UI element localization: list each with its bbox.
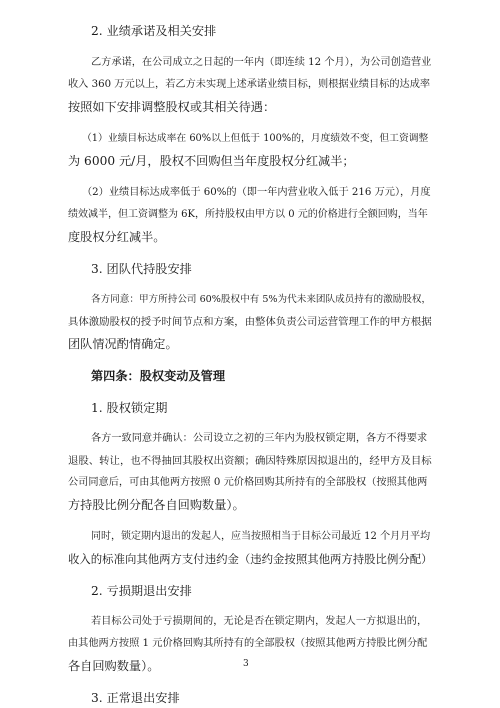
page-number: 3 [243, 659, 249, 669]
body-text-line: 绩效减半，但工资调整为 6K，所持股权由甲方以 0 元的价格进行全额回购，当年 [68, 209, 428, 220]
body-text-line: 按照如下安排调整股权或其相关待遇： [68, 100, 276, 114]
section-heading-performance: 2. 业绩承诺及相关安排 [91, 24, 217, 38]
body-text-line: （2）业绩目标达成率低于 60%的（即一年内营业收入低于 216 万元），月度 [82, 187, 431, 198]
body-text-line: （1）业绩目标达成率在 60%以上但低于 100%的，月度绩效不变，但工资调整 [82, 133, 429, 144]
body-text-line: 方持股比例分配各自回购数量）。 [68, 498, 245, 512]
section-heading-loss-exit: 2. 亏损期退出安排 [91, 584, 192, 598]
body-text-line: 各方一致同意并确认：公司设立之初的三年内为股权锁定期，各方不得要求 [91, 433, 428, 444]
section-heading-normal-exit: 3. 正常退出安排 [91, 691, 180, 705]
section-heading-team-shares: 3. 团队代持股安排 [91, 262, 192, 276]
body-text-line: 退股、转让，也不得抽回其股权出资额；确因特殊原因拟退出的，经甲方及目标 [68, 455, 432, 467]
body-text-line: 为 6000 元/月，股权不回购但当年度股权分红减半； [68, 154, 355, 168]
body-text-line: 团队情况酌情确定。 [68, 337, 178, 351]
article-heading-equity-changes: 第四条：股权变动及管理 [91, 369, 226, 383]
body-text-line: 乙方承诺，在公司成立之日起的一年内（即连续 12 个月），为公司创造营业 [91, 57, 432, 68]
body-text-line: 各自回购数量）。 [68, 659, 160, 673]
body-text-line: 同时，锁定期内退出的发起人，应当按照相当于目标公司最近 12 个月月平均 [91, 531, 431, 542]
body-text-line: 收入 360 万元以上，若乙方未实现上述承诺业绩目标，则根据业绩目标的达成率 [68, 79, 431, 90]
body-text-line: 各方同意：甲方所持公司 60%股权中有 5%为代未来团队成员持有的激励股权， [91, 294, 432, 305]
body-text-line: 度股权分红减半。 [68, 230, 166, 244]
body-text-line: 若目标公司处于亏损期间的，无论是否在锁定期内，发起人一方拟退出的， [91, 616, 428, 627]
section-heading-lockup: 1. 股权锁定期 [91, 401, 168, 415]
body-text-line: 收入的标准向其他两方支付违约金（违约金按照其他两方持股比例分配） [68, 552, 433, 566]
body-text-line: 具体激励股权的授予时间节点和方案，由整体负责公司运营管理工作的甲方根据 [68, 316, 432, 328]
body-text-line: 公司同意后，可由其他两方按照 0 元价格回购其所持有的全部股权（按照其他两 [68, 477, 428, 488]
body-text-line: 由其他两方按照 1 元价格回购其所持有的全部股权（按照其他两方持股比例分配 [68, 638, 428, 649]
